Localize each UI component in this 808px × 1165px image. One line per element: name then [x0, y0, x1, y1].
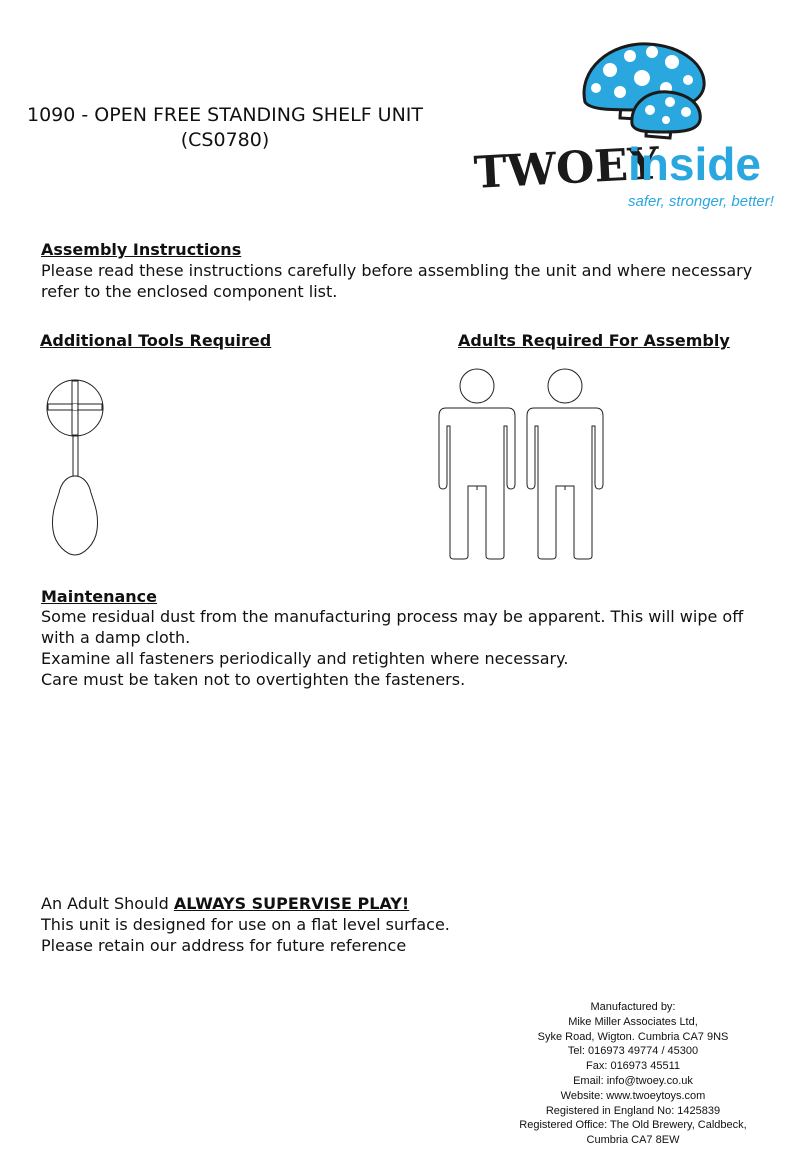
footer-line: Registered in England No: 1425839 — [545, 1104, 721, 1117]
mushroom-icon — [584, 44, 704, 138]
assembly-text-line: refer to the enclosed component list. — [41, 282, 338, 301]
maintenance-line: with a damp cloth. — [41, 628, 191, 647]
footer-line: Cumbria CA7 8EW — [586, 1134, 680, 1147]
supervise-block — [41, 893, 801, 956]
assembly-heading: Assembly Instructions — [41, 240, 242, 259]
twoey-inside-logo — [470, 40, 790, 215]
manufacturer-footer — [493, 1000, 773, 1148]
supervise-prefix: An Adult Should — [41, 894, 174, 913]
footer-line: Website: www.twoeytoys.com — [560, 1089, 706, 1102]
footer-line: Manufactured by: — [590, 1001, 676, 1013]
person-icon — [527, 369, 603, 559]
surface-note: This unit is designed for use on a flat level surface. — [41, 915, 450, 934]
maintenance-line: Care must be taken not to overtighten the fasteners. — [41, 670, 466, 689]
tools-heading: Additional Tools Required — [40, 331, 272, 350]
maintenance-text — [41, 606, 801, 690]
assembly-text-line: Please read these instructions carefully before assembling the unit and where necessary — [41, 261, 753, 280]
maintenance-line: Some residual dust from the manufacturing process may be apparent. This will wipe off — [41, 607, 744, 626]
adults-heading: Adults Required For Assembly — [458, 331, 730, 350]
footer-line: Email: info@twoey.co.uk — [573, 1074, 693, 1087]
supervise-emphasis: ALWAYS SUPERVISE PLAY! — [173, 894, 410, 913]
maintenance-line: Examine all fasteners periodically and retighten where necessary. — [41, 649, 569, 668]
footer-line: Registered Office: The Old Brewery, Caldbeck, — [519, 1119, 747, 1132]
footer-line: Fax: 016973 45511 — [586, 1060, 680, 1073]
logo-tagline: safer, stronger, better! — [628, 193, 774, 210]
maintenance-heading: Maintenance — [41, 587, 158, 606]
screwdriver-icon — [45, 375, 105, 557]
footer-line: Syke Road, Wigton. Cumbria CA7 9NS — [537, 1030, 729, 1043]
title-line-1: 1090 - OPEN FREE STANDING SHELF UNIT — [27, 104, 423, 126]
two-adults-figure — [438, 368, 608, 560]
logo-inside-word: inside — [628, 138, 761, 190]
retain-address-note: Please retain our address for future reference — [41, 936, 407, 955]
logo-brand-word: TWOEY — [472, 138, 661, 199]
footer-line: Tel: 016973 49774 / 45300 — [567, 1045, 699, 1058]
person-icon — [439, 369, 515, 559]
title-line-2: (CS0780) — [180, 129, 270, 151]
assembly-text — [41, 260, 801, 302]
document-title — [0, 103, 450, 153]
supervise-line — [41, 893, 801, 914]
footer-line: Mike Miller Associates Ltd, — [568, 1015, 698, 1028]
